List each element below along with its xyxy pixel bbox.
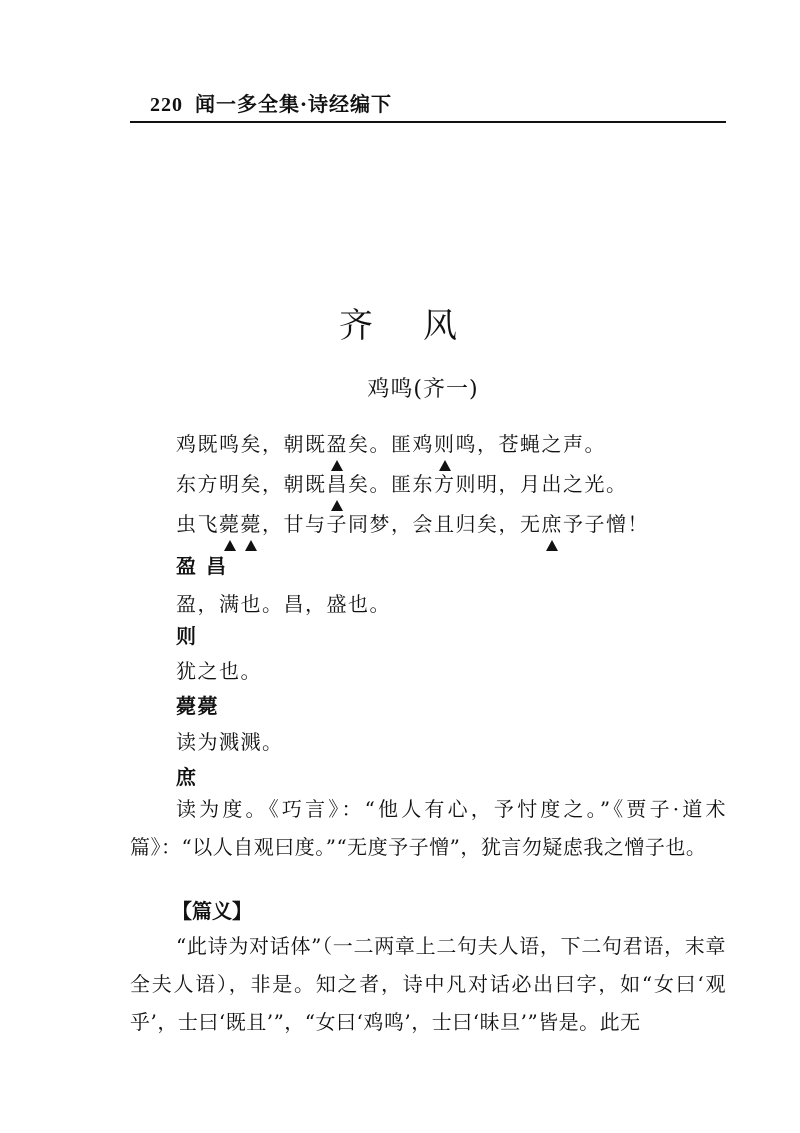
poem-text: 予子憎！ — [563, 512, 649, 536]
marked-char: 庶 — [542, 508, 564, 537]
poem-text: ，甘与子同梦，会且归矣，无 — [262, 512, 542, 536]
book-title: 闻一多全集·诗经编下 — [195, 92, 392, 116]
running-header — [150, 88, 392, 117]
section-title: 齐风 — [339, 306, 507, 346]
pianyi-paragraph: “此诗为对话体”（一二两章上二句夫人语，下二句君语，末章全夫人语），非是。知之者，诗中凡对话必出曰字，如“女曰‘观乎’，士曰‘既且’”，“女曰‘鸡鸣’，士曰‘昧旦’”皆是。此无 — [130, 934, 726, 1034]
note-text: 盈，满也。昌，盛也。 — [176, 592, 391, 616]
note-text: 读为溅溅。 — [176, 730, 284, 754]
note-term: 薨薨 — [176, 694, 219, 718]
note-term: 庶 — [176, 765, 198, 789]
poem-line-3 — [176, 508, 649, 537]
poem-text: 虫飞 — [176, 512, 219, 536]
poem-text: 鸡既鸣矣，朝既 — [176, 432, 327, 456]
note-paragraph: 读为度。《巧言》：“他人有心，予忖度之。”《贾子·道术篇》：“以人自观曰度。”“无度予子憎”，犹言勿疑虑我之憎子也。 — [130, 797, 726, 859]
poem-title: 鸡鸣(齐一) — [367, 377, 479, 402]
poem-line-2 — [176, 468, 628, 497]
marked-char: 薨 — [241, 508, 263, 537]
marked-char: 薨 — [219, 508, 241, 537]
header-rule — [130, 121, 726, 123]
poem-text: 东方明矣，朝既 — [176, 472, 327, 496]
page-number: 220 — [150, 94, 183, 116]
marked-char: 昌 — [327, 468, 349, 497]
poem-line-1 — [176, 428, 606, 457]
poem-text: 矣。匪东方则明，月出之光。 — [348, 472, 628, 496]
note-term: 盈 昌 — [176, 554, 228, 578]
marked-char: 盈 — [327, 428, 349, 457]
poem-text: 鸣，苍蝇之声。 — [455, 432, 606, 456]
poem-text: 矣。匪鸡 — [348, 432, 434, 456]
note-term: 则 — [176, 624, 198, 648]
pianyi-label: 【篇义】 — [172, 899, 252, 923]
note-text: 犹之也。 — [176, 659, 262, 683]
marked-char: 则 — [434, 428, 456, 457]
